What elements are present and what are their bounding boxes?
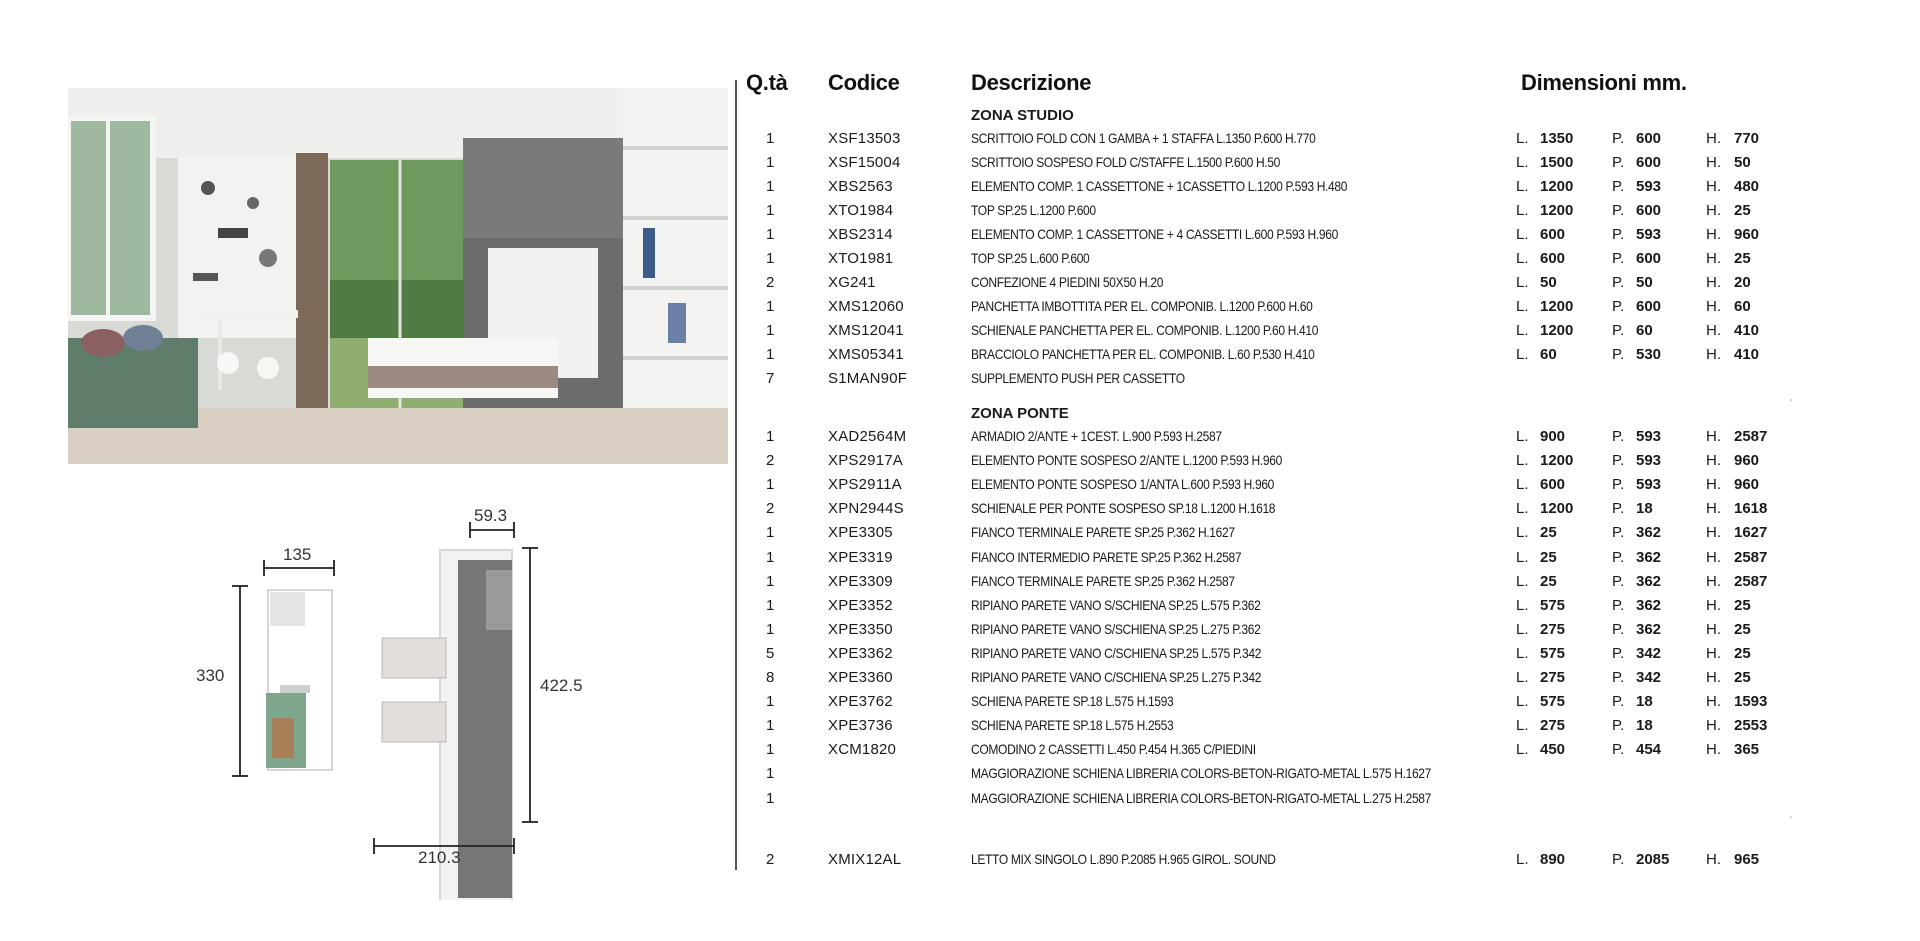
- qty-cell: 1: [766, 130, 775, 147]
- qty-cell: 5: [766, 644, 775, 662]
- header-code: Codice: [828, 70, 900, 95]
- dim-h-prefix: H.: [1706, 572, 1721, 590]
- qty-cell: 2: [766, 851, 775, 868]
- code-cell: XCM1820: [828, 741, 897, 759]
- description-cell: SCHIENA PARETE SP.18 L.575 H.1593: [971, 693, 1174, 710]
- description-cell: ELEMENTO PONTE SOSPESO 1/ANTA L.600 P.593 H.960: [971, 476, 1275, 493]
- dim-l-prefix: L.: [1516, 452, 1529, 470]
- table-row: [746, 666, 1916, 689]
- table-row: [746, 449, 1916, 472]
- dim-l-prefix: L.: [1516, 548, 1529, 566]
- dim-h-value: 1593: [1734, 693, 1768, 711]
- description-cell: ARMADIO 2/ANTE + 1CEST. L.900 P.593 H.2587: [971, 428, 1222, 444]
- description-cell: CONFEZIONE 4 PIEDINI 50X50 H.20: [971, 274, 1164, 290]
- dim-h-value: 2553: [1734, 717, 1768, 735]
- dim-h-prefix: H.: [1706, 346, 1721, 363]
- code-cell: XPE3362: [828, 644, 893, 662]
- dim-h-prefix: H.: [1706, 130, 1721, 147]
- table-row: [746, 618, 1916, 641]
- dim-p-prefix: P.: [1612, 524, 1625, 542]
- dim-l-value: 1350: [1540, 130, 1574, 147]
- description-cell: TOP SP.25 L.600 P.600: [971, 250, 1090, 266]
- dim-p-value: 2085: [1636, 851, 1670, 868]
- qty-cell: 1: [766, 548, 775, 566]
- table-row: [746, 271, 1916, 294]
- table-row: [746, 762, 1916, 785]
- description-cell: SCHIENA PARETE SP.18 L.575 H.2553: [971, 717, 1174, 734]
- code-cell: XMS12060: [828, 298, 904, 315]
- dim-l-prefix: L.: [1516, 476, 1529, 494]
- code-cell: XSF15004: [828, 154, 901, 171]
- dim-h-prefix: H.: [1706, 250, 1721, 267]
- dim-p-value: 593: [1636, 428, 1662, 445]
- dim-p-prefix: P.: [1612, 669, 1625, 686]
- table-row: [746, 199, 1916, 222]
- header-description: Descrizione: [971, 70, 1092, 95]
- dim-p-value: 454: [1636, 741, 1662, 759]
- qty-cell: 1: [766, 250, 775, 267]
- dim-p-prefix: P.: [1612, 644, 1625, 662]
- table-row: [746, 594, 1916, 617]
- description-cell: SUPPLEMENTO PUSH PER CASSETTO: [971, 370, 1185, 386]
- floor-plan: [0, 480, 740, 900]
- dim-h-prefix: H.: [1706, 274, 1721, 291]
- dim-l-value: 1500: [1540, 154, 1574, 171]
- dim-l-value: 25: [1540, 572, 1557, 590]
- dim-h-value: 770: [1734, 130, 1760, 147]
- dim-h-value: 960: [1734, 452, 1760, 470]
- dim-h-value: 960: [1734, 226, 1760, 243]
- description-cell: BRACCIOLO PANCHETTA PER EL. COMPONIB. L.60 P.530 H.410: [971, 346, 1315, 362]
- qty-cell: 1: [766, 572, 775, 590]
- code-cell: XMS05341: [828, 346, 904, 363]
- dim-h-prefix: H.: [1706, 851, 1721, 868]
- dim-l-prefix: L.: [1516, 741, 1529, 759]
- description-cell: SCRITTOIO FOLD CON 1 GAMBA + 1 STAFFA L.1350 P.600 H.770: [971, 130, 1316, 146]
- dim-l-value: 575: [1540, 596, 1566, 614]
- dim-l-value: 1200: [1540, 202, 1574, 219]
- code-cell: XPE3305: [828, 524, 893, 542]
- dim-h-prefix: H.: [1706, 741, 1721, 759]
- dim-p-prefix: P.: [1612, 500, 1625, 518]
- description-cell: TOP SP.25 L.1200 P.600: [971, 202, 1096, 218]
- dim-l-prefix: L.: [1516, 644, 1529, 662]
- dim-l-value: 890: [1540, 851, 1566, 868]
- dim-l-prefix: L.: [1516, 428, 1529, 445]
- dim-p-prefix: P.: [1612, 298, 1625, 315]
- description-cell: SCRITTOIO SOSPESO FOLD C/STAFFE L.1500 P.600 H.50: [971, 154, 1281, 170]
- dim-l-value: 60: [1540, 346, 1557, 363]
- dim-p-prefix: P.: [1612, 548, 1625, 566]
- description-cell: LETTO MIX SINGOLO L.890 P.2085 H.965 GIROL. SOUND: [971, 851, 1276, 867]
- dim-h-prefix: H.: [1706, 548, 1721, 566]
- table-row: [746, 247, 1916, 270]
- height-label-330: 330: [196, 666, 225, 685]
- header-dimensions: Dimensioni mm.: [1521, 70, 1687, 95]
- dim-p-prefix: P.: [1612, 154, 1625, 171]
- width-label-59-3: 59.3: [474, 506, 508, 525]
- table-row: [746, 343, 1916, 366]
- description-cell: FIANCO TERMINALE PARETE SP.25 P.362 H.1627: [971, 524, 1235, 541]
- qty-cell: 1: [766, 765, 775, 783]
- dim-h-prefix: H.: [1706, 322, 1721, 339]
- code-cell: XPE3350: [828, 620, 893, 638]
- room-illustration: [68, 88, 728, 464]
- table-row: [746, 546, 1916, 569]
- dim-h-prefix: H.: [1706, 620, 1721, 638]
- code-cell: XPS2917A: [828, 452, 903, 470]
- dim-h-value: 25: [1734, 644, 1751, 662]
- qty-cell: 8: [766, 669, 775, 686]
- description-cell: SCHIENALE PER PONTE SOSPESO SP.18 L.1200 H.1618: [971, 500, 1276, 517]
- dim-p-prefix: P.: [1612, 274, 1625, 291]
- description-cell: FIANCO INTERMEDIO PARETE SP.25 P.362 H.2587: [971, 548, 1242, 565]
- dim-h-prefix: H.: [1706, 717, 1721, 735]
- dim-p-value: 50: [1636, 274, 1653, 291]
- dim-p-value: 530: [1636, 346, 1662, 363]
- dim-h-prefix: H.: [1706, 452, 1721, 470]
- dim-p-value: 600: [1636, 202, 1662, 219]
- dim-p-prefix: P.: [1612, 476, 1625, 494]
- dim-h-value: 2587: [1734, 548, 1768, 566]
- description-cell: FIANCO TERMINALE PARETE SP.25 P.362 H.2587: [971, 572, 1235, 589]
- dim-l-prefix: L.: [1516, 524, 1529, 542]
- dim-p-prefix: P.: [1612, 130, 1625, 147]
- description-cell: COMODINO 2 CASSETTI L.450 P.454 H.365 C/PIEDINI: [971, 741, 1256, 758]
- dim-p-prefix: P.: [1612, 572, 1625, 590]
- dim-l-value: 275: [1540, 669, 1566, 686]
- dim-l-prefix: L.: [1516, 178, 1529, 195]
- dim-p-prefix: P.: [1612, 741, 1625, 759]
- dim-h-value: 2587: [1734, 572, 1768, 590]
- dim-p-value: 600: [1636, 298, 1662, 315]
- dim-p-prefix: P.: [1612, 322, 1625, 339]
- dim-h-value: 1627: [1734, 524, 1768, 542]
- dim-h-value: 25: [1734, 202, 1751, 219]
- dim-h-value: 25: [1734, 669, 1751, 686]
- dim-l-value: 600: [1540, 250, 1566, 267]
- dim-l-value: 575: [1540, 693, 1566, 711]
- dim-l-prefix: L.: [1516, 717, 1529, 735]
- dim-h-prefix: H.: [1706, 500, 1721, 518]
- dim-l-prefix: L.: [1516, 346, 1529, 363]
- table-row: [746, 787, 1916, 810]
- section-studio: ZONA STUDIO: [971, 107, 1074, 124]
- dim-l-prefix: L.: [1516, 500, 1529, 518]
- table-row: [746, 714, 1916, 737]
- description-cell: ELEMENTO PONTE SOSPESO 2/ANTE L.1200 P.593 H.960: [971, 452, 1282, 469]
- dim-p-prefix: P.: [1612, 202, 1625, 219]
- dim-p-value: 593: [1636, 226, 1662, 243]
- dim-p-value: 362: [1636, 572, 1662, 590]
- dim-p-value: 60: [1636, 322, 1653, 339]
- dim-h-value: 50: [1734, 154, 1751, 171]
- dim-p-value: 593: [1636, 452, 1662, 470]
- code-cell: XPE3762: [828, 693, 893, 711]
- dim-p-prefix: P.: [1612, 250, 1625, 267]
- dim-p-prefix: P.: [1612, 693, 1625, 711]
- code-cell: XAD2564M: [828, 428, 907, 445]
- section-heading: [746, 402, 1916, 425]
- description-cell: ELEMENTO COMP. 1 CASSETTONE + 4 CASSETTI L.600 P.593 H.960: [971, 226, 1338, 242]
- qty-cell: 1: [766, 202, 775, 219]
- dim-p-value: 362: [1636, 548, 1662, 566]
- dim-p-value: 18: [1636, 717, 1653, 735]
- dim-l-value: 1200: [1540, 322, 1574, 339]
- table-row: [746, 425, 1916, 448]
- dim-h-value: 480: [1734, 178, 1760, 195]
- code-cell: XMIX12AL: [828, 851, 902, 868]
- dim-l-value: 1200: [1540, 500, 1574, 518]
- dim-l-prefix: L.: [1516, 154, 1529, 171]
- dim-l-prefix: L.: [1516, 669, 1529, 686]
- height-label-422-5: 422.5: [540, 676, 583, 695]
- description-cell: PANCHETTA IMBOTTITA PER EL. COMPONIB. L.1200 P.600 H.60: [971, 298, 1313, 314]
- qty-cell: 1: [766, 620, 775, 638]
- dim-p-value: 342: [1636, 644, 1662, 662]
- dim-h-prefix: H.: [1706, 524, 1721, 542]
- description-cell: RIPIANO PARETE VANO C/SCHIENA SP.25 L.575 P.342: [971, 644, 1262, 661]
- dim-p-prefix: P.: [1612, 346, 1625, 363]
- dim-l-prefix: L.: [1516, 596, 1529, 614]
- dim-h-prefix: H.: [1706, 178, 1721, 195]
- dim-h-value: 410: [1734, 322, 1760, 339]
- qty-cell: 1: [766, 741, 775, 759]
- code-cell: XTO1981: [828, 250, 894, 267]
- code-cell: XMS12041: [828, 322, 904, 339]
- qty-cell: 1: [766, 717, 775, 735]
- dim-p-prefix: P.: [1612, 226, 1625, 243]
- dim-l-value: 575: [1540, 644, 1566, 662]
- table-row: [746, 319, 1916, 342]
- dim-p-value: 600: [1636, 154, 1662, 171]
- dim-l-prefix: L.: [1516, 693, 1529, 711]
- dim-l-value: 600: [1540, 476, 1566, 494]
- dim-l-value: 275: [1540, 620, 1566, 638]
- qty-cell: 1: [766, 226, 775, 243]
- table-row: [746, 690, 1916, 713]
- qty-cell: 1: [766, 596, 775, 614]
- dim-l-prefix: L.: [1516, 250, 1529, 267]
- floor-plan-drawing: [0, 480, 740, 900]
- dim-p-prefix: P.: [1612, 596, 1625, 614]
- dim-h-prefix: H.: [1706, 669, 1721, 686]
- table-row: [746, 848, 1916, 871]
- code-cell: S1MAN90F: [828, 370, 908, 387]
- dim-h-prefix: H.: [1706, 644, 1721, 662]
- dim-h-value: 2587: [1734, 428, 1768, 445]
- dim-l-value: 450: [1540, 741, 1566, 759]
- code-cell: XPE3309: [828, 572, 893, 590]
- dim-h-prefix: H.: [1706, 226, 1721, 243]
- dim-h-prefix: H.: [1706, 596, 1721, 614]
- qty-cell: 7: [766, 370, 775, 387]
- dim-h-prefix: H.: [1706, 298, 1721, 315]
- dim-h-value: 965: [1734, 851, 1760, 868]
- qty-cell: 1: [766, 428, 775, 445]
- dim-p-value: 362: [1636, 596, 1662, 614]
- table-row: [746, 473, 1916, 496]
- dim-h-value: 25: [1734, 620, 1751, 638]
- dim-l-prefix: L.: [1516, 620, 1529, 638]
- dim-h-value: 960: [1734, 476, 1760, 494]
- dim-p-prefix: P.: [1612, 178, 1625, 195]
- room-photo: [68, 88, 728, 464]
- code-cell: XG241: [828, 274, 876, 291]
- qty-cell: 2: [766, 500, 775, 518]
- qty-cell: 1: [766, 693, 775, 711]
- dim-p-prefix: P.: [1612, 428, 1625, 445]
- description-cell: MAGGIORAZIONE SCHIENA LIBRERIA COLORS-BETON-RIGATO-METAL L.275 H.2587: [971, 789, 1432, 806]
- table-row: [746, 223, 1916, 246]
- dim-h-prefix: H.: [1706, 154, 1721, 171]
- table-row: [746, 497, 1916, 520]
- dim-p-prefix: P.: [1612, 851, 1625, 868]
- code-cell: XPS2911A: [828, 476, 902, 494]
- dim-p-value: 593: [1636, 178, 1662, 195]
- dim-l-prefix: L.: [1516, 572, 1529, 590]
- dim-l-value: 50: [1540, 274, 1557, 291]
- dim-p-value: 342: [1636, 669, 1662, 686]
- dim-l-prefix: L.: [1516, 130, 1529, 147]
- dim-h-value: 25: [1734, 596, 1751, 614]
- dim-h-prefix: H.: [1706, 202, 1721, 219]
- table-row: [746, 127, 1916, 150]
- dim-l-value: 25: [1540, 524, 1557, 542]
- qty-cell: 1: [766, 154, 775, 171]
- section-heading: [746, 104, 1916, 127]
- qty-cell: 1: [766, 789, 775, 807]
- code-cell: XBS2563: [828, 178, 893, 195]
- table-row: [746, 642, 1916, 665]
- dim-l-prefix: L.: [1516, 322, 1529, 339]
- code-cell: XTO1984: [828, 202, 894, 219]
- qty-cell: 1: [766, 524, 775, 542]
- dim-p-prefix: P.: [1612, 717, 1625, 735]
- header-qty: Q.tà: [746, 70, 788, 95]
- code-cell: XPE3360: [828, 669, 893, 686]
- dim-l-value: 900: [1540, 428, 1566, 445]
- dim-p-prefix: P.: [1612, 620, 1625, 638]
- dim-p-value: 600: [1636, 130, 1662, 147]
- dim-l-value: 600: [1540, 226, 1566, 243]
- dim-p-value: 362: [1636, 620, 1662, 638]
- dim-l-value: 1200: [1540, 298, 1574, 315]
- dim-p-prefix: P.: [1612, 452, 1625, 470]
- dim-h-value: 20: [1734, 274, 1751, 291]
- table-row: [746, 295, 1916, 318]
- dim-l-prefix: L.: [1516, 226, 1529, 243]
- decorative-mark: ': [1790, 815, 1792, 826]
- description-cell: SCHIENALE PANCHETTA PER EL. COMPONIB. L.1200 P.60 H.410: [971, 322, 1319, 338]
- dim-l-value: 1200: [1540, 452, 1574, 470]
- code-cell: XBS2314: [828, 226, 893, 243]
- table-row: [746, 175, 1916, 198]
- description-cell: ELEMENTO COMP. 1 CASSETTONE + 1CASSETTO L.1200 P.593 H.480: [971, 178, 1348, 194]
- table-row: [746, 738, 1916, 761]
- table-row: [746, 151, 1916, 174]
- dim-l-prefix: L.: [1516, 274, 1529, 291]
- table-row: [746, 521, 1916, 544]
- dim-h-prefix: H.: [1706, 428, 1721, 445]
- dim-p-value: 593: [1636, 476, 1662, 494]
- code-cell: XSF13503: [828, 130, 901, 147]
- dim-l-prefix: L.: [1516, 202, 1529, 219]
- table-row: [746, 570, 1916, 593]
- dim-l-value: 1200: [1540, 178, 1574, 195]
- dim-l-prefix: L.: [1516, 298, 1529, 315]
- column-divider: [735, 80, 737, 870]
- dim-l-value: 25: [1540, 548, 1557, 566]
- qty-cell: 1: [766, 476, 775, 494]
- dim-h-value: 410: [1734, 346, 1760, 363]
- dim-h-value: 25: [1734, 250, 1751, 267]
- code-cell: XPE3319: [828, 548, 893, 566]
- dim-p-value: 362: [1636, 524, 1662, 542]
- qty-cell: 1: [766, 322, 775, 339]
- description-cell: RIPIANO PARETE VANO S/SCHIENA SP.25 L.275 P.362: [971, 620, 1261, 637]
- section-ponte: ZONA PONTE: [971, 405, 1069, 422]
- dim-h-value: 1618: [1734, 500, 1768, 518]
- decorative-mark: ': [1790, 398, 1792, 409]
- dim-p-value: 600: [1636, 250, 1662, 267]
- qty-cell: 1: [766, 178, 775, 195]
- width-label-135: 135: [283, 545, 312, 564]
- dim-p-value: 18: [1636, 500, 1653, 518]
- qty-cell: 1: [766, 298, 775, 315]
- qty-cell: 2: [766, 274, 775, 291]
- dim-p-value: 18: [1636, 693, 1653, 711]
- description-cell: RIPIANO PARETE VANO C/SCHIENA SP.25 L.275 P.342: [971, 669, 1262, 685]
- qty-cell: 1: [766, 346, 775, 363]
- code-cell: XPE3352: [828, 596, 893, 614]
- code-cell: XPN2944S: [828, 500, 904, 518]
- dim-l-value: 275: [1540, 717, 1566, 735]
- qty-cell: 2: [766, 452, 775, 470]
- dim-h-value: 365: [1734, 741, 1760, 759]
- dim-h-prefix: H.: [1706, 476, 1721, 494]
- code-cell: XPE3736: [828, 717, 893, 735]
- description-cell: MAGGIORAZIONE SCHIENA LIBRERIA COLORS-BETON-RIGATO-METAL L.575 H.1627: [971, 765, 1432, 782]
- table-row: [746, 367, 1916, 390]
- dim-l-prefix: L.: [1516, 851, 1529, 868]
- description-cell: RIPIANO PARETE VANO S/SCHIENA SP.25 L.575 P.362: [971, 596, 1261, 613]
- dim-h-prefix: H.: [1706, 693, 1721, 711]
- dim-h-value: 60: [1734, 298, 1751, 315]
- width-label-210-3: 210.3: [418, 848, 461, 867]
